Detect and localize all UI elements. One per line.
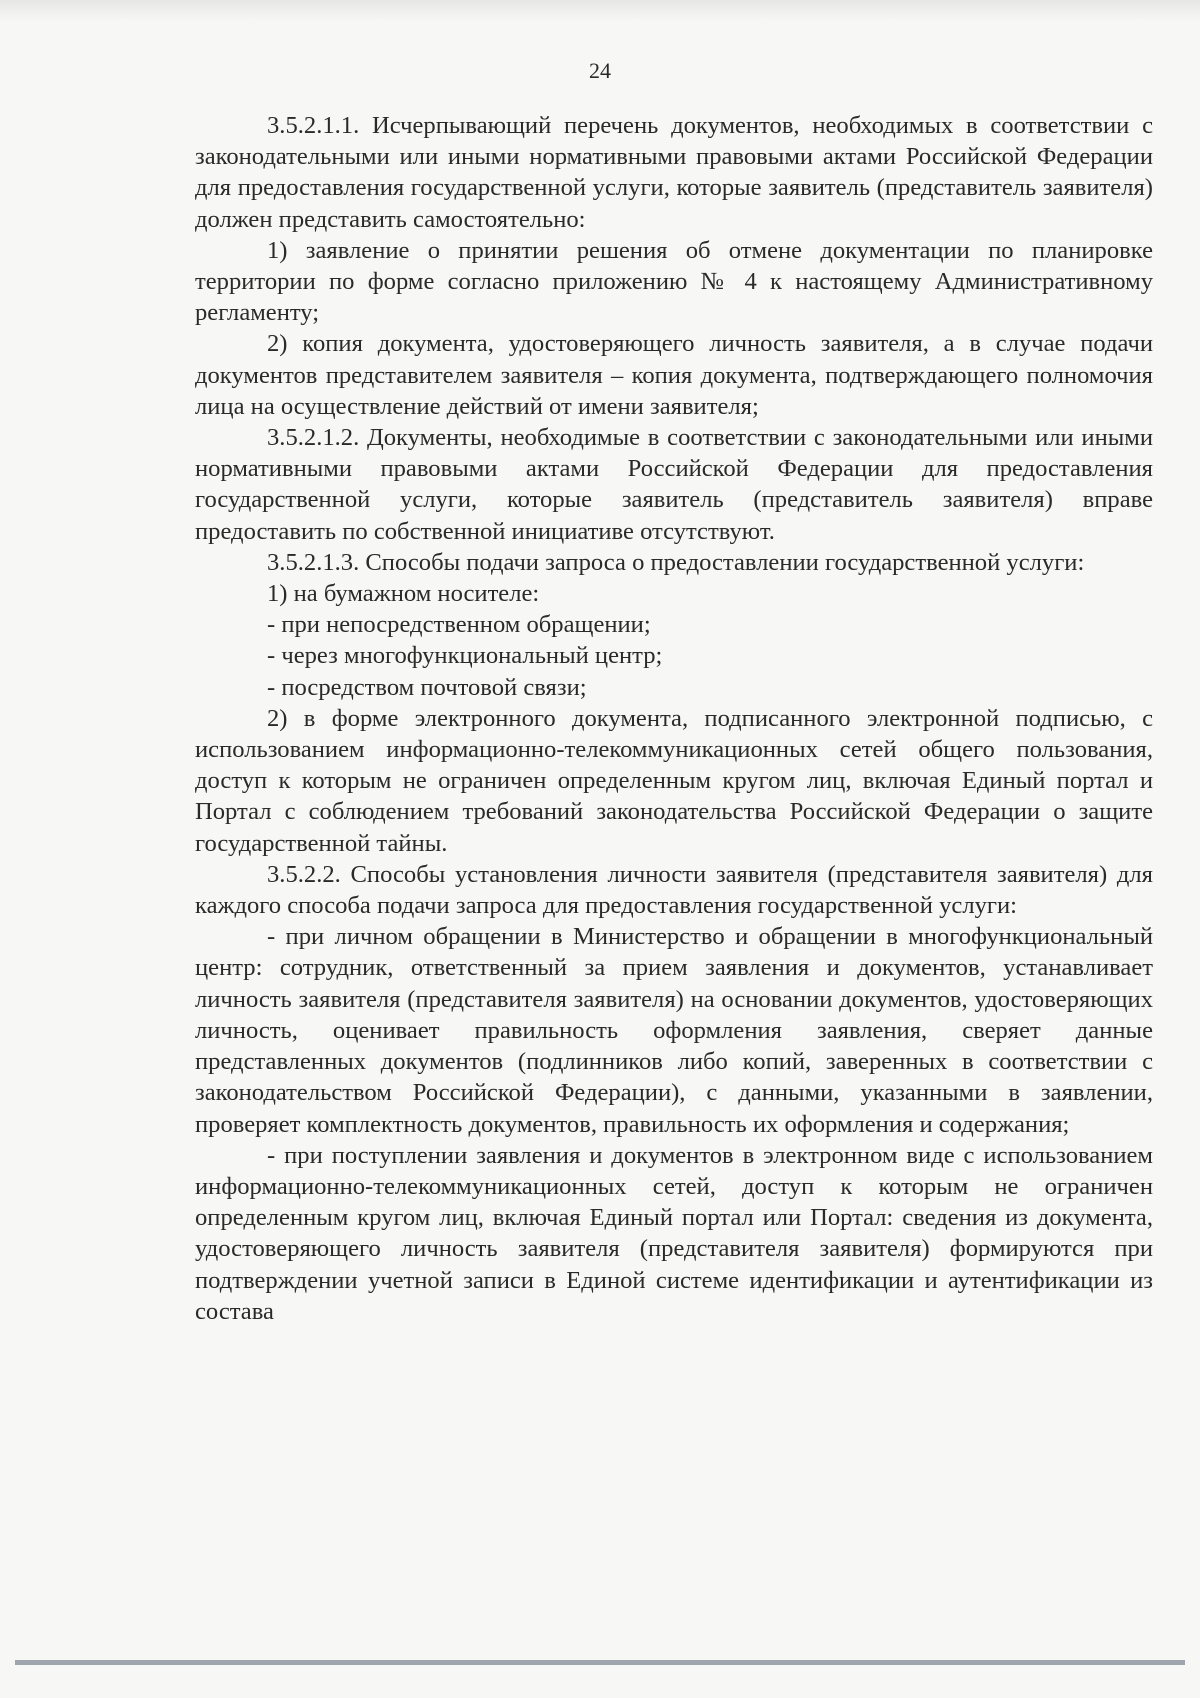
paragraph-3-5-2-1-1: 3.5.2.1.1. Исчерпывающий перечень документов, необходимых в соответствии с законодательными или иными нормативными правовыми актами Российской Федерации для предоставления государственной услуги, которые заявитель (представитель заявителя) должен представить самостоятельно: xyxy=(195,112,1153,233)
scan-bottom-edge xyxy=(15,1660,1185,1665)
paragraph-paper-medium: 1) на бумажном носителе: xyxy=(267,580,540,608)
scan-top-edge xyxy=(0,0,1200,22)
paragraph-bullet-mfc: - через многофункциональный центр; xyxy=(267,642,663,670)
paragraph-3-5-2-2: 3.5.2.2. Способы установления личности заявителя (представителя заявителя) для каждого способа подачи запроса для предоставления государственной услуги: xyxy=(195,860,1153,920)
paragraph-item-2-id-copy: 2) копия документа, удостоверяющего личность заявителя, а в случае подачи документов представителем заявителя – копия документа, подтверждающего полномочия лица на осуществление действий от имени заявителя; xyxy=(195,330,1153,420)
document-body xyxy=(195,110,1153,1327)
paragraph-bullet-direct: - при непосредственном обращении; xyxy=(267,611,651,639)
paragraph-item-1-application: 1) заявление о принятии решения об отмене документации по планировке территории по форме согласно приложению № 4 к настоящему Административному регламенту; xyxy=(195,236,1153,327)
paragraph-bullet-electronic-submission: - при поступлении заявления и документов в электронном виде с использованием информационно-телекоммуникационных сетей, доступ к которым не ограничен определенным кругом лиц, включая Единый портал или Портал: сведения из документа, удостоверяющего личность заявителя (представителя заявителя) формируются при подтверждении учетной записи в Единой системе идентификации и аутентификации из состава xyxy=(195,1141,1153,1325)
paragraph-3-5-2-1-2: 3.5.2.1.2. Документы, необходимые в соответствии с законодательными или иными нормативными правовыми актами Российской Федерации для предоставления государственной услуги, которые заявитель (представитель заявителя) вправе предоставить по собственной инициативе отсутствуют. xyxy=(195,424,1153,545)
paragraph-electronic-form: 2) в форме электронного документа, подписанного электронной подписью, с использованием информационно-телекоммуникационных сетей общего пользования, доступ к которым не ограничен определенным кругом лиц, включая Единый портал и Портал с соблюдением требований законодательства Российской Федерации о защите государственной тайны. xyxy=(195,704,1153,857)
page-number: 24 xyxy=(589,58,611,83)
paragraph-bullet-post: - посредством почтовой связи; xyxy=(267,673,587,701)
paragraph-bullet-personal-visit: - при личном обращении в Министерство и обращении в многофункциональный центр: сотрудник, ответственный за прием заявления и документов, устанавливает личность заявителя (представителя заявителя) на основании документов, удостоверяющих личность, оценивает правильность оформления заявления, сверяет данные представленных документов (подлинников либо копий, заверенных в соответствии с законодательством Российской Федерации), с данными, указанными в заявлении, проверяет комплектность документов, правильность их оформления и содержания; xyxy=(195,923,1153,1138)
paragraph-3-5-2-1-3: 3.5.2.1.3. Способы подачи запроса о предоставлении государственной услуги: xyxy=(267,548,1085,576)
